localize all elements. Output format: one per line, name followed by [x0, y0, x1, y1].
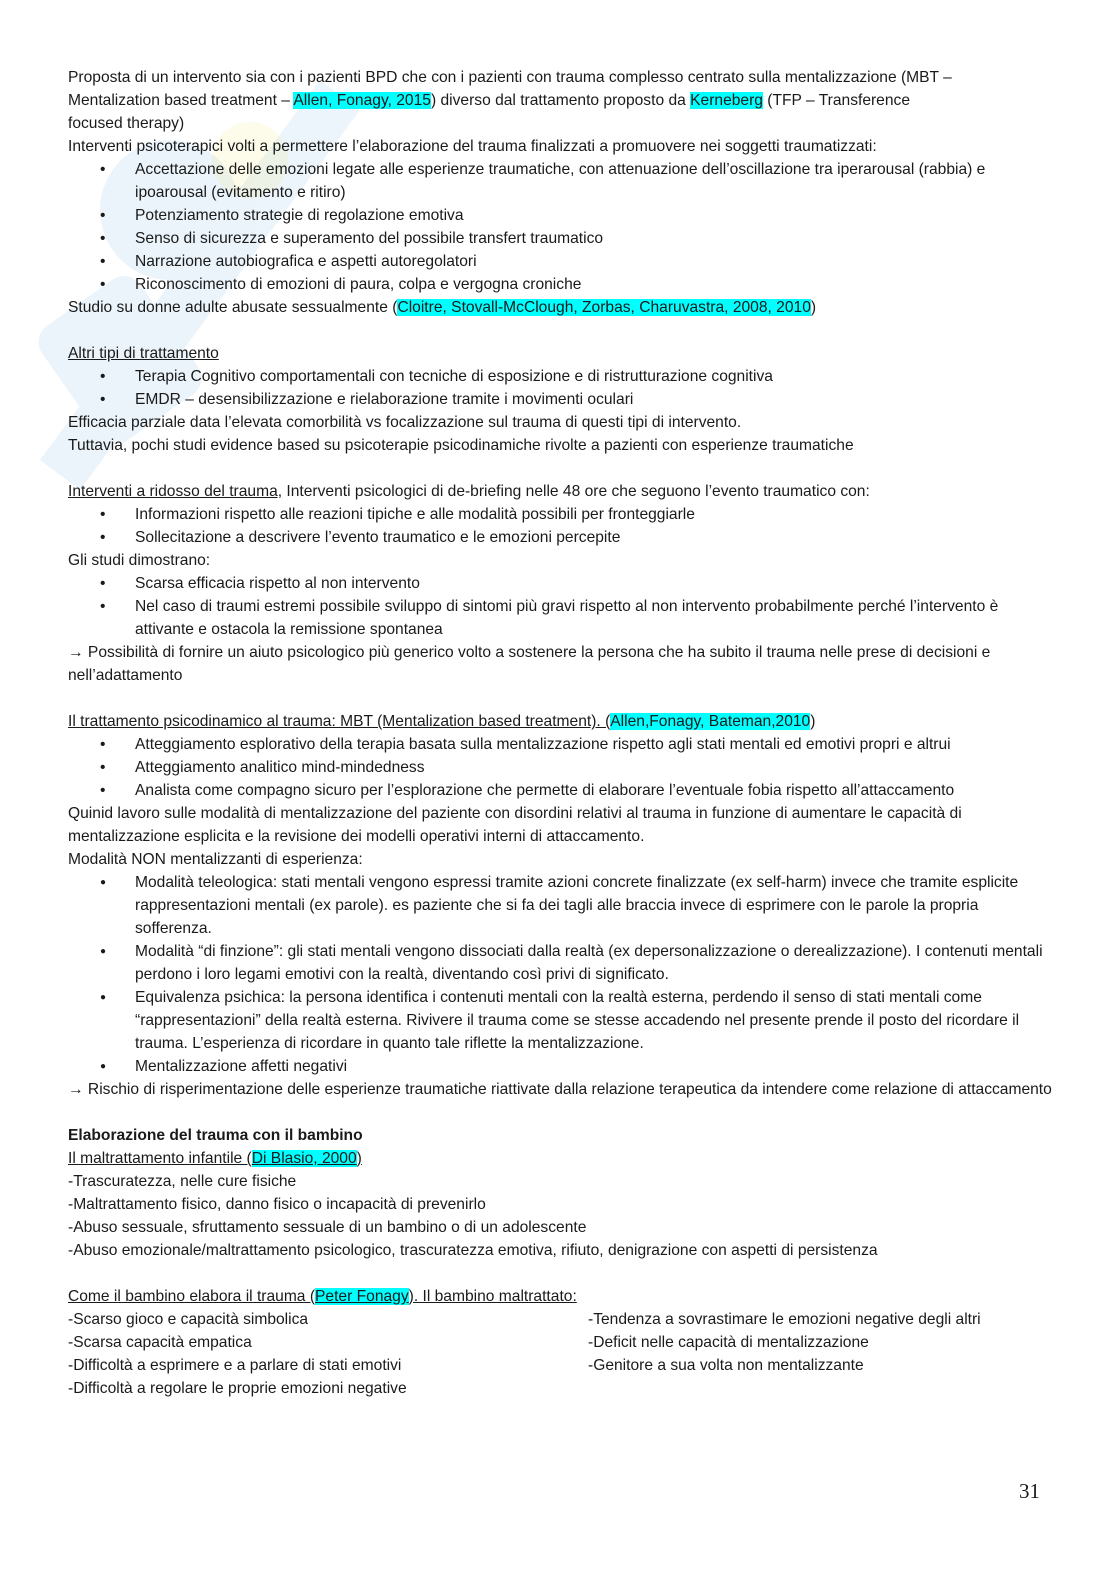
document-page	[68, 66, 1058, 1400]
maltrattamento-item: -Abuso emozionale/maltrattamento psicologico, trascuratezza emotiva, rifiuto, denigrazione con aspetti di persistenza	[68, 1242, 878, 1259]
trait-item: -Difficoltà a esprimere e a parlare di stati emotivi	[68, 1357, 402, 1374]
trait-item: -Tendenza a sovrastimare le emozioni negative degli altri	[588, 1311, 981, 1328]
list-item: • Analista come compagno sicuro per l’esplorazione che permette di elaborare l’eventuale fobia rispetto all’attaccamento	[68, 779, 1058, 802]
studi-bullet-list	[68, 572, 1058, 641]
list-item: • Accettazione delle emozioni legate alle esperienze traumatiche, con attenuazione dell’oscillazione tra iperarousal (rabbia) e ipoarousal (evitamento e ritiro)	[68, 158, 1058, 204]
mbt-heading: Il trattamento psicodinamico al trauma: MBT (Mentalization based treatment). (	[68, 713, 611, 730]
study-line: Studio su donne adulte abusate sessualmente (Cloitre, Stovall-McClough, Zorbas, Charuvastra, 2008, 2010)	[68, 299, 817, 316]
citation-allen-fonagy-bateman: Allen,Fonagy, Bateman,2010	[610, 713, 811, 730]
bambino-section	[68, 1124, 1058, 1400]
mbt-paragraph: Quinid lavoro sulle modalità di mentalizzazione del paziente con disordini relativi al trauma in funzione di aumentare le capacità di mentalizzazione esplicita e la revisione dei modelli operativi interni di attaccamento.	[68, 805, 962, 845]
citation-peter-fonagy: Peter Fonagy	[315, 1288, 409, 1305]
intro-line-4: Interventi psicoterapici volti a permettere l’elaborazione del trauma finalizzati a promuovere nei soggetti traumatizzati:	[68, 138, 877, 155]
list-item: ● Mentalizzazione affetti negativi	[68, 1055, 1058, 1078]
page-number: 31	[1019, 1479, 1040, 1503]
traits-column-right	[588, 1308, 1058, 1400]
intro-line-1: Proposta di un intervento sia con i pazienti BPD che con i pazienti con trauma complesso centrato sulla mentalizzazione (MBT –	[68, 69, 952, 86]
list-item: • EMDR – desensibilizzazione e rielaborazione tramite i movimenti oculari	[68, 388, 1058, 411]
maltreated-child-traits	[68, 1308, 1058, 1400]
citation-cloitre: Cloitre, Stovall-McClough, Zorbas, Charuvastra, 2008, 2010	[397, 299, 811, 316]
list-item: • Narrazione autobiografica e aspetti autoregolatori	[68, 250, 1058, 273]
altri-section	[68, 342, 1058, 457]
mbt-section	[68, 710, 1058, 1101]
citation-kerneberg: Kerneberg	[690, 92, 763, 109]
maltrattamento-item: -Maltrattamento fisico, danno fisico o incapacità di prevenirlo	[68, 1196, 486, 1213]
trait-item: -Genitore a sua volta non mentalizzante	[588, 1357, 864, 1374]
mbt-arrow-note: → Rischio di risperimentazione delle esperienze traumatiche riattivate dalla relazione terapeutica da intendere come relazione di attaccamento	[68, 1081, 1052, 1098]
maltrattamento-heading: Il maltrattamento infantile (Di Blasio, 2000)	[68, 1150, 362, 1167]
list-item: • Riconoscimento di emozioni di paura, colpa e vergogna croniche	[68, 273, 1058, 296]
citation-allen-fonagy-2015: Allen, Fonagy, 2015	[293, 92, 431, 109]
non-mentalizing-label: Modalità NON mentalizzanti di esperienza:	[68, 851, 363, 868]
maltrattamento-item: -Abuso sessuale, sfruttamento sessuale di un bambino o di un adolescente	[68, 1219, 587, 1236]
altri-bullet-list	[68, 365, 1058, 411]
altri-heading: Altri tipi di trattamento	[68, 345, 219, 362]
list-item: • Atteggiamento esplorativo della terapia basata sulla mentalizzazione rispetto agli stati mentali ed emotivi propri e altrui	[68, 733, 1058, 756]
altri-line-1: Efficacia parziale data l’elevata comorbilità vs focalizzazione sul trauma di questi tipi di intervento.	[68, 414, 742, 431]
intro-line-2: Mentalization based treatment – Allen, Fonagy, 2015) diverso dal trattamento proposto da Kerneberg (TFP – Transference	[68, 92, 910, 109]
mbt-bullet-list	[68, 733, 1058, 802]
list-item: • Sollecitazione a descrivere l’evento traumatico e le emozioni percepite	[68, 526, 1058, 549]
list-item: • Nel caso di traumi estremi possibile sviluppo di sintomi più gravi rispetto al non intervento probabilmente perché l’intervento è attivante e ostacola la remissione spontanea	[68, 595, 1058, 641]
intro-line-3: focused therapy)	[68, 115, 185, 132]
trait-item: -Difficoltà a regolare le proprie emozioni negative	[68, 1380, 407, 1397]
intro-bullet-list	[68, 158, 1058, 296]
trait-item: -Scarsa capacità empatica	[68, 1334, 252, 1351]
come-heading: Come il bambino elabora il trauma (Peter Fonagy). Il bambino maltrattato:	[68, 1288, 577, 1305]
list-item: ● Modalità “di finzione”: gli stati mentali vengono dissociati dalla realtà (ex depersonalizzazione o derealizzazione). I contenuti mentali perdono i loro legami emotivi con la realtà, diventando così privi di significato.	[68, 940, 1058, 986]
citation-di-blasio: Di Blasio, 2000	[251, 1150, 357, 1167]
altri-line-2: Tuttavia, pochi studi evidence based su psicoterapie psicodinamiche rivolte a pazienti con esperienze traumatiche	[68, 437, 854, 454]
trait-item: -Deficit nelle capacità di mentalizzazione	[588, 1334, 869, 1351]
list-item: • Atteggiamento analitico mind-mindedness	[68, 756, 1058, 779]
maltrattamento-item: -Trascuratezza, nelle cure fisiche	[68, 1173, 297, 1190]
ridosso-bullet-list	[68, 503, 1058, 549]
list-item: • Senso di sicurezza e superamento del possibile transfert traumatico	[68, 227, 1058, 250]
intro-section	[68, 66, 1058, 319]
trait-item: -Scarso gioco e capacità simbolica	[68, 1311, 309, 1328]
list-item: • Scarsa efficacia rispetto al non intervento	[68, 572, 1058, 595]
ridosso-arrow-note: → Possibilità di fornire un aiuto psicologico più generico volto a sostenere la persona che ha subito il trauma nelle prese di decisioni e nell’adattamento	[68, 644, 991, 684]
ridosso-section	[68, 480, 1058, 687]
studi-label: Gli studi dimostrano:	[68, 552, 211, 569]
ridosso-heading-line: Interventi a ridosso del trauma, Interventi psicologici di de-briefing nelle 48 ore che seguono l’evento traumatico con:	[68, 483, 870, 500]
non-mentalizing-list	[68, 871, 1058, 1078]
mbt-heading-line: Il trattamento psicodinamico al trauma: MBT (Mentalization based treatment). (Allen,Fonagy, Bateman,2010)	[68, 713, 816, 730]
list-item: ● Modalità teleologica: stati mentali vengono espressi tramite azioni concrete finalizzate (ex self-harm) invece che tramite esplicite rappresentazioni mentali (ex parole). es paziente che si fa dei tagli alle braccia invece di esprimere con le parole la propria sofferenza.	[68, 871, 1058, 940]
bambino-title: Elaborazione del trauma con il bambino	[68, 1127, 363, 1144]
list-item: • Potenziamento strategie di regolazione emotiva	[68, 204, 1058, 227]
ridosso-heading: Interventi a ridosso del trauma,	[68, 483, 283, 500]
list-item: • Informazioni rispetto alle reazioni tipiche e alle modalità possibili per fronteggiarle	[68, 503, 1058, 526]
list-item: • Terapia Cognitivo comportamentali con tecniche di esposizione e di ristrutturazione cognitiva	[68, 365, 1058, 388]
traits-column-left	[68, 1308, 588, 1400]
list-item: ● Equivalenza psichica: la persona identifica i contenuti mentali con la realtà esterna, perdendo il senso di stati mentali come “rappresentazioni” della realtà esterna. Rivivere il trauma come se stesse accadendo nel presente prende il posto del ricordare il trauma. L’esperienza di ricordare in quanto tale riflette la mentalizzazione.	[68, 986, 1058, 1055]
